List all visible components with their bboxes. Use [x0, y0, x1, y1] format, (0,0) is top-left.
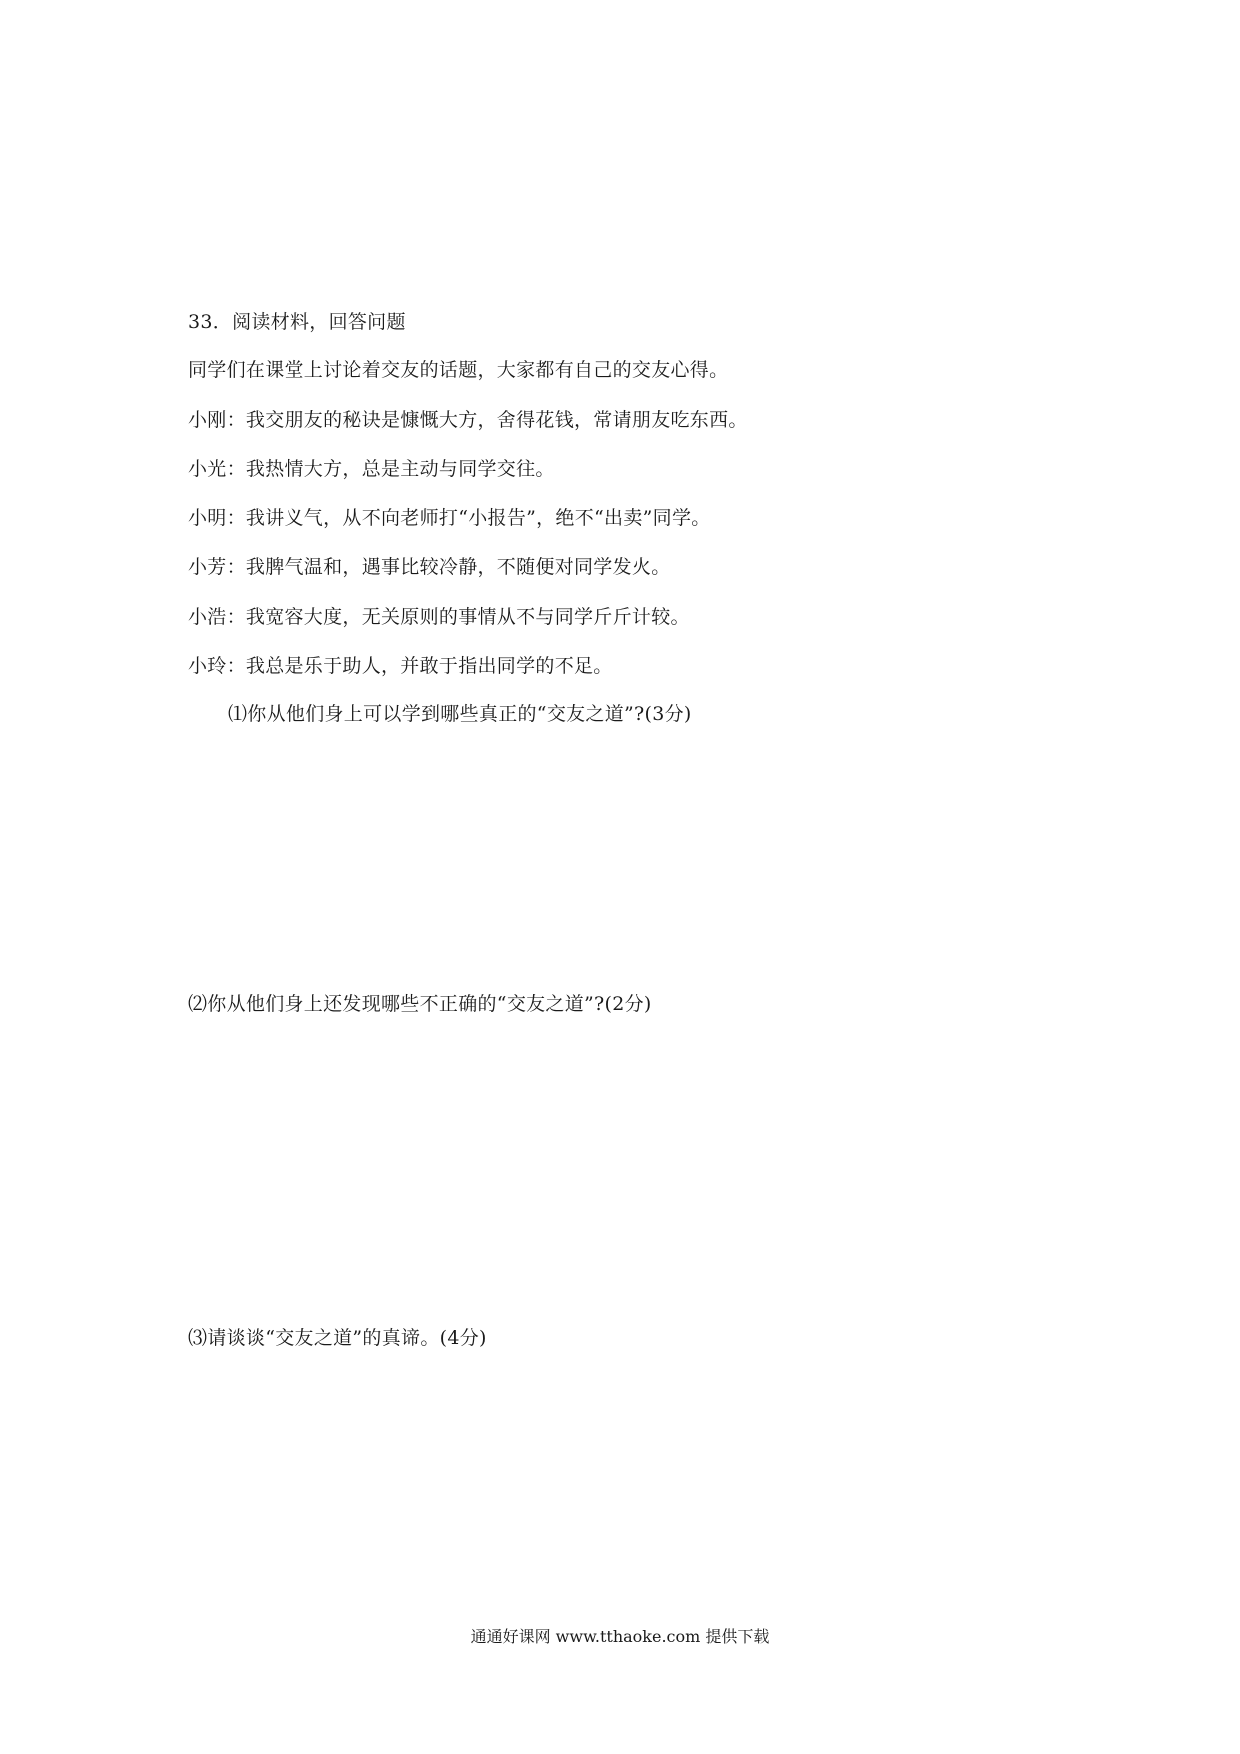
statement-xiaohao: 小浩：我宽容大度，无关原则的事情从不与同学斤斤计较。 [188, 606, 690, 628]
question-intro: 同学们在课堂上讨论着交友的话题，大家都有自己的交友心得。 [188, 359, 729, 381]
sub-question-3: ⑶请谈谈“交友之道”的真谛。(4分) [188, 1327, 487, 1349]
statement-xiaoguang: 小光：我热情大方，总是主动与同学交往。 [188, 458, 555, 480]
answer-area-2[interactable] [188, 1030, 1048, 1310]
statement-xiaogang: 小刚：我交朋友的秘诀是慷慨大方，舍得花钱，常请朋友吃东西。 [188, 409, 748, 431]
statement-xiaoling: 小玲：我总是乐于助人，并敢于指出同学的不足。 [188, 655, 613, 677]
page-footer: 通通好课网 www.tthaoke.com 提供下载 [470, 1627, 770, 1646]
answer-area-1[interactable] [188, 740, 1048, 980]
statement-xiaoming: 小明：我讲义气，从不向老师打“小报告”，绝不“出卖”同学。 [188, 507, 711, 529]
answer-area-3[interactable] [188, 1364, 1048, 1594]
question-heading: 33．阅读材料，回答问题 [188, 311, 406, 333]
sub-question-1: ⑴你从他们身上可以学到哪些真正的“交友之道”?(3分) [228, 703, 692, 725]
statement-xiaofang: 小芳：我脾气温和，遇事比较冷静，不随便对同学发火。 [188, 556, 671, 578]
sub-question-2: ⑵你从他们身上还发现哪些不正确的“交友之道”?(2分) [188, 993, 652, 1015]
